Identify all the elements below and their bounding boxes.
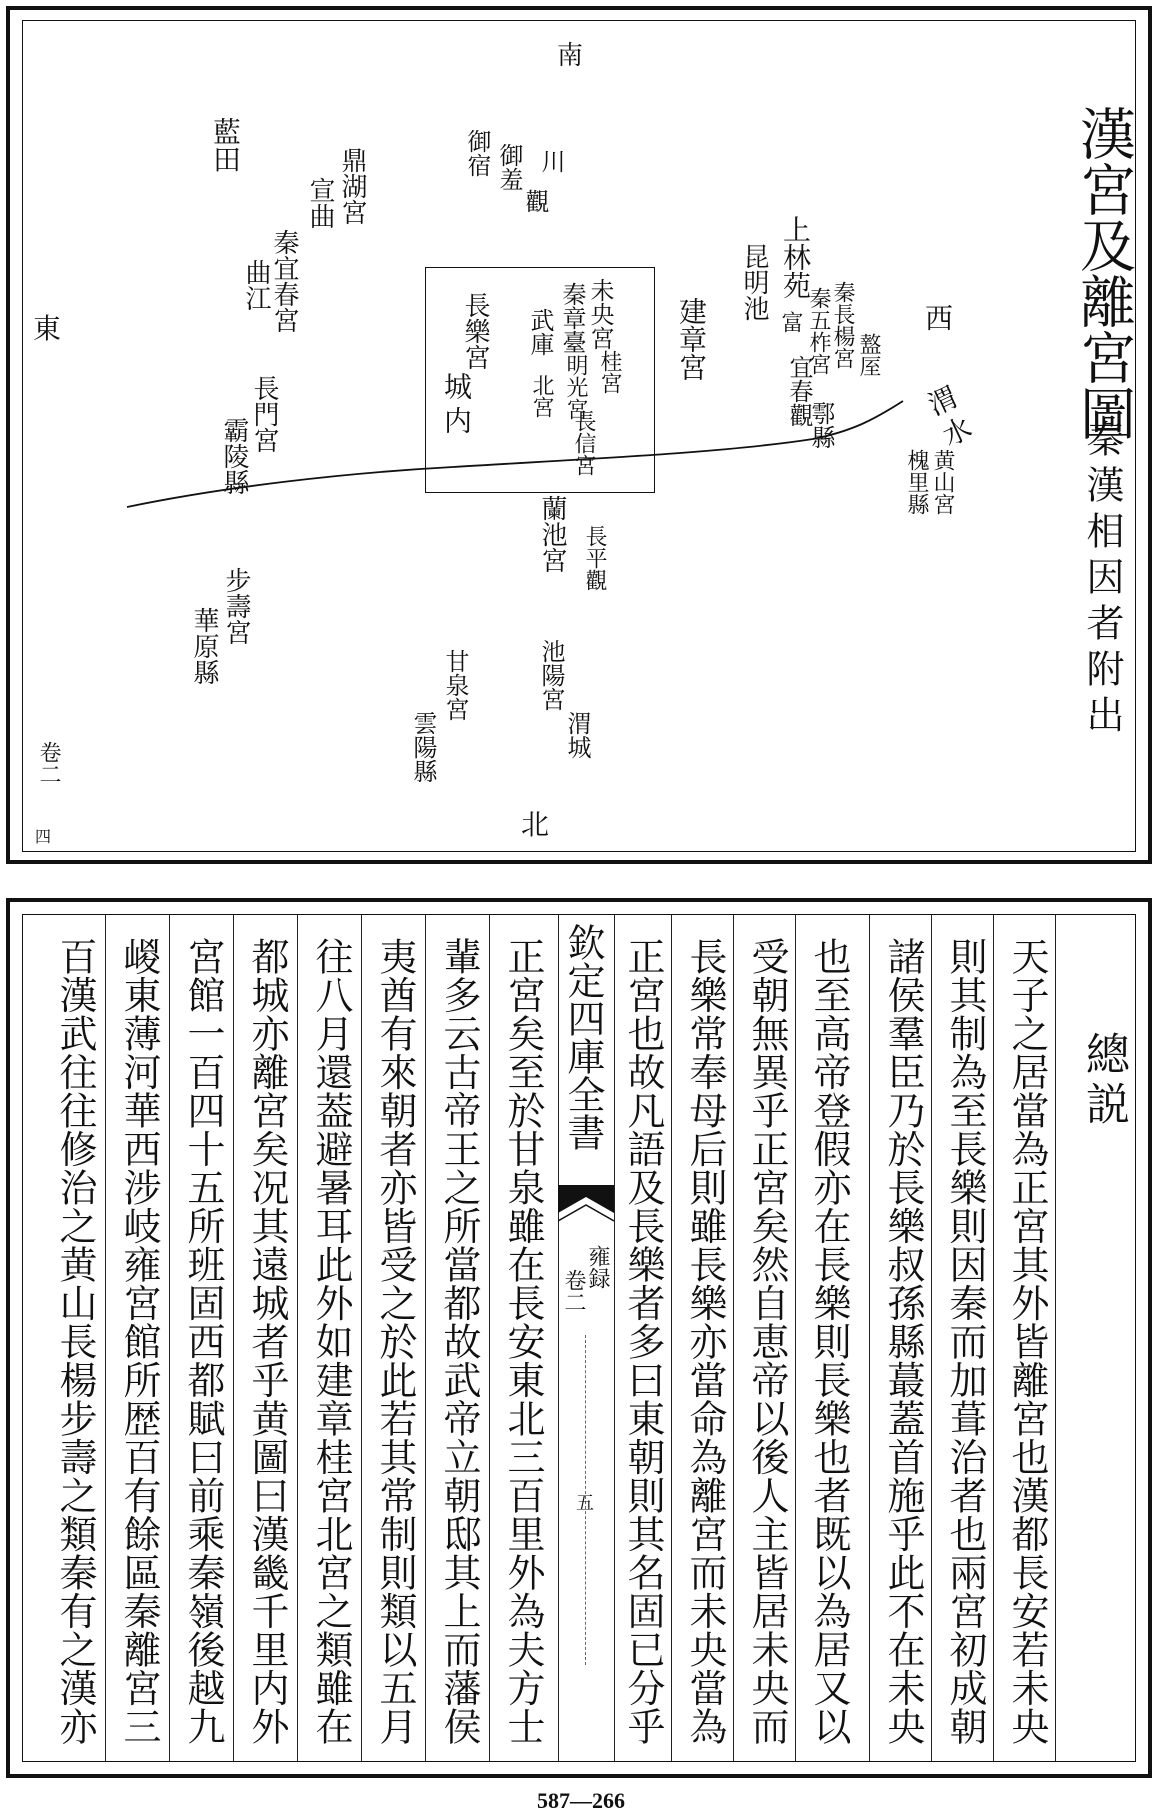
label-xuanqu: 宣曲: [305, 177, 335, 229]
label-yusu: 御宿: [463, 129, 491, 177]
column-rule: [361, 915, 362, 1761]
section-name: 雍録: [585, 1245, 610, 1289]
direction-south: 南: [557, 41, 584, 71]
text-column-4: 也至高帝登假亦在長樂則長樂也者既以為居又以: [807, 937, 851, 1746]
text-column-12: 都城亦離宮矣况其遠城者乎黄圖曰漢畿千里内外: [245, 937, 289, 1746]
label-wuku: 武庫: [526, 308, 554, 356]
text-column-5: 受朝無異乎正宮矣然自恵帝以後人主皆居未央而: [745, 937, 789, 1746]
column-rule: [869, 915, 870, 1761]
label-fu: 富: [778, 311, 803, 333]
column-rule: [105, 915, 106, 1761]
text-column-2: 則其制為至長樂則因秦而加葺治者也兩宮初成朝: [943, 937, 987, 1746]
label-yuxiu: 御羞: [495, 143, 523, 191]
label-chuan: 川: [537, 149, 565, 173]
column-rule: [297, 915, 298, 1761]
label-chiyang: 池陽宮: [537, 639, 565, 711]
label-huayuan: 華原縣: [189, 607, 219, 685]
label-beigong: 北宮: [529, 374, 554, 418]
label-mingguang: 明光宮: [563, 354, 588, 420]
label-jianzhang: 建章宮: [675, 297, 708, 381]
label-bushou: 步壽宮: [221, 567, 251, 645]
column-rule: [795, 915, 796, 1761]
label-ganquan: 甘泉宮: [441, 649, 469, 721]
label-peiwu: 盩厔: [856, 333, 881, 377]
text-column-9: 輩多云古帝王之所當都故武帝立朝邸其上而藩侯: [437, 937, 481, 1746]
label-changxin: 長信宮: [571, 410, 596, 476]
column-rule: [169, 915, 170, 1761]
column-rule: [1055, 915, 1056, 1761]
column-rule: [931, 915, 932, 1761]
text-panel: [6, 898, 1152, 1778]
text-column-1: 天子之居當為正宮其外皆離宮也漢都長安若未央: [1005, 937, 1049, 1746]
book-title: 欽定四庫全書: [561, 923, 605, 1151]
label-changmen: 長門宮: [249, 375, 279, 453]
text-column-3: 諸侯羣臣乃於長樂叔孫縣蕞蓋首施乎此不在未央: [881, 937, 925, 1746]
section-heading: 總説: [1078, 1031, 1129, 1131]
label-lantian: 藍田: [209, 117, 242, 173]
label-gui: 桂宮: [597, 350, 622, 394]
map-title: 漢宮及離宮圖: [1071, 105, 1136, 441]
text-frame: [22, 914, 1136, 1762]
text-column-13: 宮館一百四十五所班固西都賦曰前乘秦嶺後越九: [181, 937, 225, 1746]
label-zhangtai: 秦章臺: [558, 282, 586, 354]
center-margin: [558, 915, 614, 1761]
label-yichun: 秦宜春宮: [269, 229, 299, 333]
label-qujiang: 曲江: [241, 259, 271, 311]
label-changyang: 秦長楊宮: [830, 281, 855, 369]
text-column-11: 往八月還葢避暑耳此外如建章桂宮北宮之類雖在: [309, 937, 353, 1746]
city-wall-box: [425, 267, 655, 493]
page-number: 587—266: [537, 1788, 625, 1813]
label-weicheng: 渭城: [563, 711, 591, 759]
volume-label: 卷二: [36, 741, 61, 785]
label-chengnei: 城内: [440, 372, 473, 440]
label-baling: 霸陵縣: [219, 417, 249, 495]
fishtail-mark: [558, 1185, 614, 1225]
label-kunming: 昆明池: [739, 243, 769, 321]
column-rule: [671, 915, 672, 1761]
margin-rule: [614, 915, 615, 1761]
text-column-7: 正宮也故凡語及長樂者多曰東朝則其名固已分乎: [621, 937, 665, 1746]
text-column-15: 百漢武往往修治之黄山長楊步壽之類秦有之漢亦: [53, 937, 97, 1746]
label-huaili: 槐里縣: [904, 449, 929, 515]
label-wuzuo: 秦五柞宮: [806, 287, 831, 375]
label-dinghu: 鼎湖宮: [337, 147, 367, 225]
map-panel: [6, 6, 1152, 864]
margin-leaf: 五: [576, 1493, 594, 1514]
label-huangshan: 黄山宮: [930, 449, 955, 515]
direction-west: 西: [925, 302, 954, 335]
label-guan: 觀: [521, 189, 549, 213]
river-label: 渭水: [920, 381, 979, 457]
label-weiyang: 未央宮: [586, 278, 614, 350]
label-changping: 長平觀: [582, 525, 607, 591]
column-rule: [489, 915, 490, 1761]
direction-north: 北: [521, 808, 550, 841]
label-shanglin: 上林苑: [779, 215, 812, 299]
label-huxian: 鄠縣: [807, 401, 835, 449]
margin-volume: 卷二: [561, 1269, 586, 1313]
column-rule: [233, 915, 234, 1761]
column-rule: [425, 915, 426, 1761]
column-rule: [733, 915, 734, 1761]
text-column-14: 嵕東薄河華西涉岐雍宮館所歴百有餘區秦離宮三: [117, 937, 161, 1746]
leaf-number: 四: [35, 827, 52, 846]
column-rule: [993, 915, 994, 1761]
direction-east: 東: [33, 312, 62, 345]
label-yunyang: 雲陽縣: [409, 711, 437, 783]
map-frame: [22, 20, 1136, 852]
label-lanchi: 蘭池宮: [537, 495, 567, 573]
label-changle: 長樂宮: [460, 292, 490, 370]
text-column-6: 長樂常奉母后則雖長樂亦當命為離宮而未央當為: [683, 937, 727, 1746]
label-yichunguan: 宜春觀: [785, 355, 813, 427]
text-column-8: 正宮矣至於甘泉雖在長安東北三百里外為夫方士: [501, 937, 545, 1746]
map-subtitle: 秦漢相因者附出: [1080, 419, 1124, 741]
text-column-10: 夷酋有來朝者亦皆受之於此若其常制則類以五月: [373, 937, 417, 1746]
